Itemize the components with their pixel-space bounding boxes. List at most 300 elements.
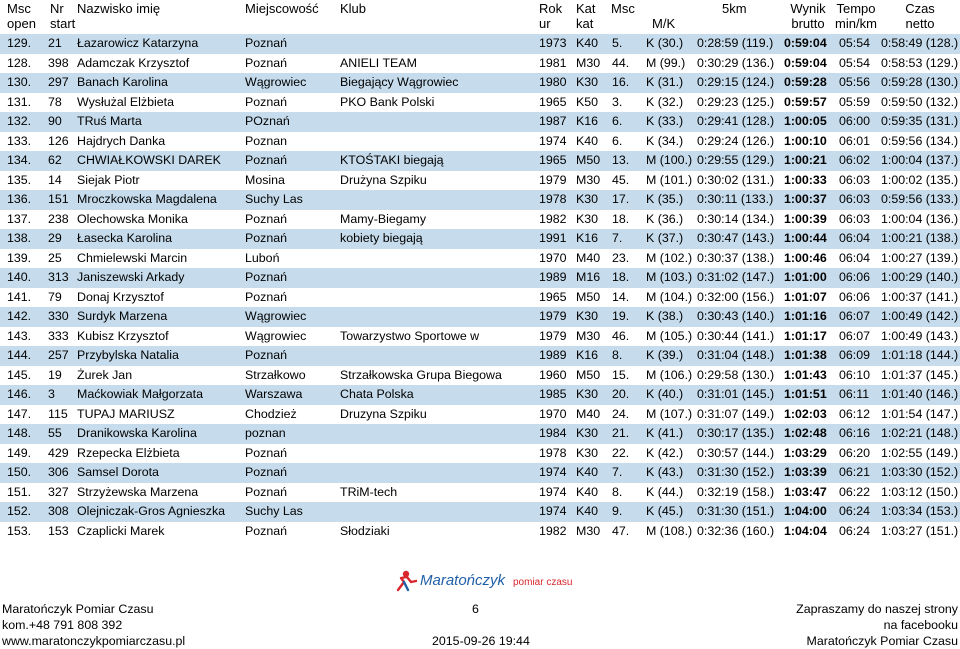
cell-nr: 3	[48, 387, 55, 401]
cell-city: Luboń	[245, 250, 280, 265]
cell-kat: M50	[576, 367, 601, 382]
cell-city: Poznan	[245, 133, 288, 148]
cell-mk: M (107.)	[646, 406, 693, 421]
cell-club: Mamy-Biegamy	[340, 211, 427, 226]
cell-name: Adamczak Krzysztof	[77, 55, 190, 70]
cell-t5: 0:30:57 (144.)	[697, 445, 775, 460]
cell-rok: 1970	[539, 406, 567, 421]
cell-t5: 0:29:58 (130.)	[697, 367, 775, 382]
cell-brutto: 1:00:46	[784, 250, 827, 265]
cell-nr: 19	[48, 367, 62, 382]
cell-netto: 1:02:55 (149.)	[881, 445, 959, 460]
cell-msc-kat: 16.	[612, 75, 630, 89]
cell-rok: 1985	[539, 387, 567, 401]
cell-netto: 1:00:37 (141.)	[881, 289, 959, 304]
cell-msc-kat: 24.	[612, 406, 630, 421]
cell-netto: 1:00:04 (136.)	[881, 211, 959, 226]
table-row	[0, 229, 960, 249]
cell-msc-open: 134.	[7, 153, 32, 167]
cell-tempo: 06:22	[839, 484, 871, 499]
cell-rok: 1974	[539, 133, 567, 148]
cell-t5: 0:31:30 (152.)	[697, 465, 775, 479]
cell-rok: 1978	[539, 192, 567, 206]
cell-msc-kat: 3.	[612, 94, 623, 109]
cell-msc-open: 130.	[7, 75, 32, 89]
cell-msc-kat: 22.	[612, 445, 630, 460]
cell-city: Poznań	[245, 445, 288, 460]
cell-msc-kat: 20.	[612, 387, 630, 401]
cell-msc-kat: 46.	[612, 328, 630, 343]
cell-club: KTOŚTAKI biegają	[340, 153, 444, 167]
cell-mk: K (34.)	[646, 133, 684, 148]
col-netto: Czas netto	[905, 1, 935, 31]
cell-rok: 1960	[539, 367, 567, 382]
cell-nr: 78	[48, 94, 62, 109]
cell-kat: M50	[576, 289, 601, 304]
cell-netto: 0:59:56 (134.)	[881, 133, 959, 148]
cell-brutto: 1:03:29	[784, 445, 827, 460]
cell-mk: K (37.)	[646, 231, 684, 245]
cell-kat: K16	[576, 348, 599, 362]
cell-tempo: 06:09	[839, 348, 871, 362]
logo-subtitle: pomiar czasu	[513, 577, 572, 588]
cell-tempo: 05:54	[839, 55, 871, 70]
cell-mk: M (99.)	[646, 55, 686, 70]
cell-name: Dranikowska Karolina	[77, 426, 197, 440]
table-row	[0, 424, 960, 444]
cell-name: CHWIAŁKOWSKI DAREK	[77, 153, 221, 167]
cell-msc-kat: 9.	[612, 504, 623, 518]
cell-rok: 1973	[539, 36, 567, 50]
cell-tempo: 06:01	[839, 133, 871, 148]
cell-netto: 1:03:30 (152.)	[881, 465, 959, 479]
cell-kat: K40	[576, 133, 599, 148]
table-row	[0, 73, 960, 93]
cell-nr: 79	[48, 289, 62, 304]
table-row	[0, 171, 960, 191]
col-club: Klub	[340, 1, 367, 16]
cell-netto: 1:00:29 (140.)	[881, 270, 959, 284]
footer-website[interactable]: www.maratonczykpomiarczasu.pl	[2, 634, 186, 648]
table-row	[0, 93, 960, 113]
cell-tempo: 06:20	[839, 445, 871, 460]
cell-msc-open: 144.	[7, 348, 32, 362]
footer-datetime: 2015-09-26 19:44	[432, 634, 530, 648]
cell-kat: M40	[576, 406, 601, 421]
col-msc-kat: Msc	[611, 1, 635, 16]
cell-club: Strzałkowska Grupa Biegowa	[340, 367, 502, 382]
cell-kat: M30	[576, 328, 601, 343]
cell-tempo: 06:21	[839, 465, 871, 479]
cell-city: Warszawa	[245, 387, 303, 401]
cell-brutto: 1:00:37	[784, 192, 827, 206]
cell-msc-kat: 7.	[612, 465, 623, 479]
cell-t5: 0:32:36 (160.)	[697, 523, 775, 538]
cell-brutto: 1:01:17	[784, 328, 827, 343]
cell-tempo: 06:06	[839, 270, 871, 284]
cell-mk: K (35.)	[646, 192, 684, 206]
cell-rok: 1984	[539, 426, 567, 440]
cell-tempo: 06:06	[839, 289, 871, 304]
footer-page-number: 6	[472, 602, 479, 616]
cell-t5: 0:30:44 (141.)	[697, 328, 775, 343]
cell-brutto: 1:01:00	[784, 270, 827, 284]
cell-mk: K (45.)	[646, 504, 684, 518]
cell-city: Poznań	[245, 153, 288, 167]
runner-icon	[398, 571, 416, 590]
table-row	[0, 210, 960, 230]
cell-brutto: 1:02:48	[784, 426, 827, 440]
cell-brutto: 1:00:44	[784, 231, 827, 245]
cell-netto: 1:00:27 (139.)	[881, 250, 959, 265]
cell-city: Poznań	[245, 211, 288, 226]
cell-netto: 1:00:49 (143.)	[881, 328, 959, 343]
cell-city: POznań	[245, 114, 290, 128]
cell-city: Poznań	[245, 348, 288, 362]
cell-city: Chodzież	[245, 406, 297, 421]
cell-msc-open: 152.	[7, 504, 32, 518]
cell-name: Strzyżewska Marzena	[77, 484, 199, 499]
cell-brutto: 1:01:16	[784, 309, 827, 323]
cell-tempo: 06:16	[839, 426, 871, 440]
col-name: Nazwisko imię	[77, 1, 161, 16]
cell-nr: 306	[48, 465, 69, 479]
cell-rok: 1982	[539, 211, 567, 226]
cell-nr: 90	[48, 114, 62, 128]
cell-nr: 297	[48, 75, 69, 89]
table-row	[0, 405, 960, 425]
cell-t5: 0:30:14 (134.)	[697, 211, 775, 226]
table-row	[0, 54, 960, 74]
cell-nr: 126	[48, 133, 69, 148]
cell-netto: 1:03:27 (151.)	[881, 523, 959, 538]
cell-msc-kat: 13.	[612, 153, 630, 167]
cell-msc-kat: 18.	[612, 211, 630, 226]
cell-city: Wągrowiec	[245, 328, 307, 343]
cell-rok: 1965	[539, 153, 567, 167]
cell-nr: 55	[48, 426, 62, 440]
cell-nr: 333	[48, 328, 69, 343]
cell-nr: 257	[48, 348, 69, 362]
cell-msc-kat: 14.	[612, 289, 630, 304]
cell-t5: 0:29:41 (128.)	[697, 114, 775, 128]
cell-kat: K30	[576, 309, 599, 323]
cell-t5: 0:30:17 (135.)	[697, 426, 775, 440]
cell-mk: M (106.)	[646, 367, 693, 382]
cell-city: Wągrowiec	[245, 309, 307, 323]
cell-city: Poznań	[245, 36, 288, 50]
cell-club: TRiM-tech	[340, 484, 398, 499]
cell-name: Donaj Krzysztof	[77, 289, 164, 304]
cell-brutto: 0:59:28	[784, 75, 827, 89]
cell-kat: K30	[576, 192, 599, 206]
cell-tempo: 06:03	[839, 211, 871, 226]
cell-kat: M30	[576, 172, 601, 187]
cell-kat: K30	[576, 75, 599, 89]
cell-tempo: 06:00	[839, 114, 871, 128]
table-row	[0, 327, 960, 347]
cell-name: Olejniczak-Gros Agnieszka	[77, 504, 226, 518]
cell-nr: 429	[48, 445, 69, 460]
cell-t5: 0:30:11 (133.)	[697, 192, 774, 206]
cell-club: Biegający Wągrowiec	[340, 75, 459, 89]
cell-club: ANIELI TEAM	[340, 55, 417, 70]
cell-msc-open: 129.	[7, 36, 32, 50]
cell-mk: K (36.)	[646, 211, 684, 226]
cell-kat: M30	[576, 523, 601, 538]
cell-nr: 25	[48, 250, 62, 265]
cell-mk: M (102.)	[646, 250, 693, 265]
cell-netto: 1:01:40 (146.)	[881, 387, 959, 401]
cell-kat: M16	[576, 270, 601, 284]
cell-msc-open: 153.	[7, 523, 32, 538]
cell-kat: K30	[576, 426, 599, 440]
cell-msc-open: 138.	[7, 231, 32, 245]
cell-tempo: 05:56	[839, 75, 871, 89]
table-row	[0, 249, 960, 269]
cell-brutto: 1:03:39	[784, 465, 827, 479]
cell-club: Druzyna Szpiku	[340, 406, 427, 421]
cell-msc-open: 133.	[7, 133, 32, 148]
cell-name: Wysłużal Elżbieta	[77, 94, 174, 109]
cell-msc-kat: 8.	[612, 484, 623, 499]
cell-nr: 313	[48, 270, 69, 284]
table-row	[0, 346, 960, 366]
cell-msc-kat: 6.	[612, 133, 623, 148]
cell-tempo: 06:03	[839, 172, 871, 187]
cell-msc-kat: 7.	[612, 231, 623, 245]
cell-mk: M (105.)	[646, 328, 693, 343]
cell-t5: 0:29:55 (129.)	[697, 153, 775, 167]
table-row	[0, 268, 960, 288]
cell-nr: 308	[48, 504, 69, 518]
cell-msc-open: 148.	[7, 426, 32, 440]
cell-nr: 151	[48, 192, 69, 206]
cell-name: Przybylska Natalia	[77, 348, 179, 362]
cell-rok: 1979	[539, 328, 567, 343]
cell-msc-open: 140.	[7, 270, 32, 284]
cell-brutto: 1:03:47	[784, 484, 827, 499]
cell-netto: 1:00:21 (138.)	[881, 231, 959, 245]
cell-club: Słodziaki	[340, 523, 390, 538]
cell-nr: 153	[48, 523, 69, 538]
cell-msc-open: 135.	[7, 172, 32, 187]
cell-name: Surdyk Marzena	[77, 309, 168, 323]
cell-t5: 0:29:24 (126.)	[697, 133, 775, 148]
cell-msc-kat: 44.	[612, 55, 630, 70]
cell-netto: 0:58:49 (128.)	[881, 36, 959, 50]
cell-nr: 327	[48, 484, 69, 499]
cell-rok: 1987	[539, 114, 567, 128]
cell-city: Poznań	[245, 94, 288, 109]
cell-tempo: 06:24	[839, 504, 871, 518]
cell-name: Janiszewski Arkady	[77, 270, 185, 284]
col-city: Miejscowość	[245, 1, 319, 16]
cell-name: Banach Karolina	[77, 75, 168, 89]
table-row	[0, 307, 960, 327]
cell-rok: 1974	[539, 484, 567, 499]
cell-rok: 1970	[539, 250, 567, 265]
cell-name: Kubisz Krzysztof	[77, 328, 169, 343]
cell-netto: 1:01:18 (144.)	[881, 348, 959, 362]
cell-t5: 0:30:37 (138.)	[697, 250, 775, 265]
table-header	[0, 0, 960, 34]
logo-brand: Maratończyk	[420, 572, 506, 589]
table-row	[0, 112, 960, 132]
cell-tempo: 06:07	[839, 328, 871, 343]
cell-club: Drużyna Szpiku	[340, 172, 427, 187]
cell-mk: M (103.)	[646, 270, 693, 284]
cell-kat: K30	[576, 387, 599, 401]
cell-tempo: 06:03	[839, 192, 871, 206]
cell-netto: 1:03:34 (153.)	[881, 504, 959, 518]
cell-msc-kat: 5.	[612, 36, 623, 50]
cell-name: Łazarowicz Katarzyna	[77, 36, 199, 50]
cell-brutto: 1:01:38	[784, 348, 827, 362]
cell-kat: K40	[576, 465, 599, 479]
cell-netto: 0:58:53 (129.)	[881, 55, 959, 70]
cell-rok: 1991	[539, 231, 567, 245]
cell-mk: K (41.)	[646, 426, 684, 440]
cell-name: Czaplicki Marek	[77, 523, 165, 538]
cell-nr: 398	[48, 55, 69, 70]
cell-netto: 0:59:56 (133.)	[881, 192, 959, 206]
cell-rok: 1974	[539, 465, 567, 479]
cell-name: TUPAJ MARIUSZ	[77, 406, 175, 421]
footer-phone: kom.+48 791 808 392	[2, 618, 123, 632]
cell-t5: 0:31:01 (145.)	[697, 387, 775, 401]
table-row	[0, 483, 960, 503]
cell-msc-open: 151.	[7, 484, 32, 499]
cell-mk: M (100.)	[646, 153, 693, 167]
cell-msc-open: 132.	[7, 114, 32, 128]
cell-brutto: 0:59:57	[784, 94, 827, 109]
cell-mk: K (44.)	[646, 484, 684, 499]
cell-name: Łasecka Karolina	[77, 231, 173, 245]
cell-t5: 0:32:00 (156.)	[697, 289, 775, 304]
table-row	[0, 288, 960, 308]
col-rok: Rok ur	[539, 1, 563, 31]
footer-invite-line2[interactable]: na facebooku	[883, 618, 958, 632]
cell-mk: K (32.)	[646, 94, 684, 109]
cell-club: PKO Bank Polski	[340, 94, 435, 109]
cell-t5: 0:29:15 (124.)	[697, 75, 775, 89]
cell-name: Hajdrych Danka	[77, 133, 166, 148]
cell-kat: M30	[576, 55, 601, 70]
cell-rok: 1965	[539, 289, 567, 304]
table-row	[0, 132, 960, 152]
footer-invite-line3: Maratończyk Pomiar Czasu	[806, 634, 958, 648]
cell-name: Chmielewski Marcin	[77, 250, 188, 265]
table-row	[0, 463, 960, 483]
cell-mk: M (101.)	[646, 172, 693, 187]
cell-brutto: 1:01:43	[784, 367, 827, 382]
cell-tempo: 06:10	[839, 367, 871, 382]
cell-netto: 1:02:21 (148.)	[881, 426, 959, 440]
cell-mk: K (31.)	[646, 75, 684, 89]
cell-netto: 1:03:12 (150.)	[881, 484, 959, 499]
cell-mk: M (104.)	[646, 289, 693, 304]
cell-city: Poznań	[245, 465, 288, 479]
cell-kat: M40	[576, 250, 601, 265]
footer-company: Maratończyk Pomiar Czasu	[2, 602, 154, 616]
cell-mk: K (30.)	[646, 36, 684, 50]
cell-mk: K (38.)	[646, 309, 684, 323]
cell-brutto: 1:00:33	[784, 172, 827, 187]
cell-name: Olechowska Monika	[77, 211, 188, 226]
cell-msc-kat: 6.	[612, 114, 623, 128]
table-row	[0, 366, 960, 386]
cell-kat: K30	[576, 211, 599, 226]
cell-mk: K (33.)	[646, 114, 684, 128]
cell-city: Strzałkowo	[245, 367, 306, 382]
cell-netto: 1:00:02 (135.)	[881, 172, 959, 187]
cell-msc-kat: 15.	[612, 367, 630, 382]
cell-brutto: 1:00:05	[784, 114, 827, 128]
cell-name: Żurek Jan	[77, 367, 133, 382]
col-msc-open: Msc open	[7, 1, 36, 31]
cell-netto: 1:00:49 (142.)	[881, 309, 959, 323]
cell-t5: 0:28:59 (119.)	[697, 36, 774, 50]
cell-t5: 0:29:23 (125.)	[697, 94, 775, 109]
cell-kat: K40	[576, 484, 599, 499]
col-mk: M/K	[652, 16, 676, 31]
cell-netto: 0:59:35 (131.)	[881, 114, 959, 128]
cell-msc-open: 141.	[7, 289, 32, 304]
cell-city: Mosina	[245, 172, 285, 187]
results-table	[0, 34, 960, 541]
cell-brutto: 1:01:07	[784, 289, 827, 304]
cell-brutto: 1:04:04	[784, 523, 827, 538]
cell-msc-open: 137.	[7, 211, 32, 226]
cell-rok: 1979	[539, 172, 567, 187]
cell-nr: 21	[48, 36, 62, 50]
col-tempo: Tempo min/km	[835, 1, 877, 31]
cell-rok: 1974	[539, 504, 567, 518]
cell-rok: 1978	[539, 445, 567, 460]
cell-msc-open: 146.	[7, 387, 32, 401]
cell-kat: K30	[576, 445, 599, 460]
cell-kat: K16	[576, 231, 599, 245]
cell-nr: 330	[48, 309, 69, 323]
footer-invite-line1: Zapraszamy do naszej strony	[796, 602, 958, 616]
col-nr: Nr start	[50, 1, 76, 31]
cell-city: Poznań	[245, 523, 288, 538]
cell-kat: K16	[576, 114, 599, 128]
maratonczyk-logo	[392, 566, 572, 594]
cell-netto: 1:01:37 (145.)	[881, 367, 959, 382]
cell-name: Siejak Piotr	[77, 172, 140, 187]
table-row	[0, 151, 960, 171]
cell-club: Towarzystwo Sportowe w	[340, 328, 480, 343]
cell-mk: K (43.)	[646, 465, 684, 479]
cell-city: Wągrowiec	[245, 75, 307, 89]
cell-kat: K40	[576, 36, 599, 50]
cell-msc-open: 128.	[7, 55, 32, 70]
cell-t5: 0:30:29 (136.)	[697, 55, 775, 70]
cell-msc-open: 145.	[7, 367, 32, 382]
cell-tempo: 06:12	[839, 406, 871, 421]
cell-netto: 1:01:54 (147.)	[881, 406, 959, 421]
cell-rok: 1980	[539, 75, 567, 89]
cell-nr: 29	[48, 231, 62, 245]
cell-tempo: 06:04	[839, 250, 871, 265]
cell-rok: 1979	[539, 309, 567, 323]
cell-rok: 1982	[539, 523, 567, 538]
cell-msc-kat: 18.	[612, 270, 630, 284]
cell-name: Mroczkowska Magdalena	[77, 192, 217, 206]
cell-city: poznan	[245, 426, 286, 440]
